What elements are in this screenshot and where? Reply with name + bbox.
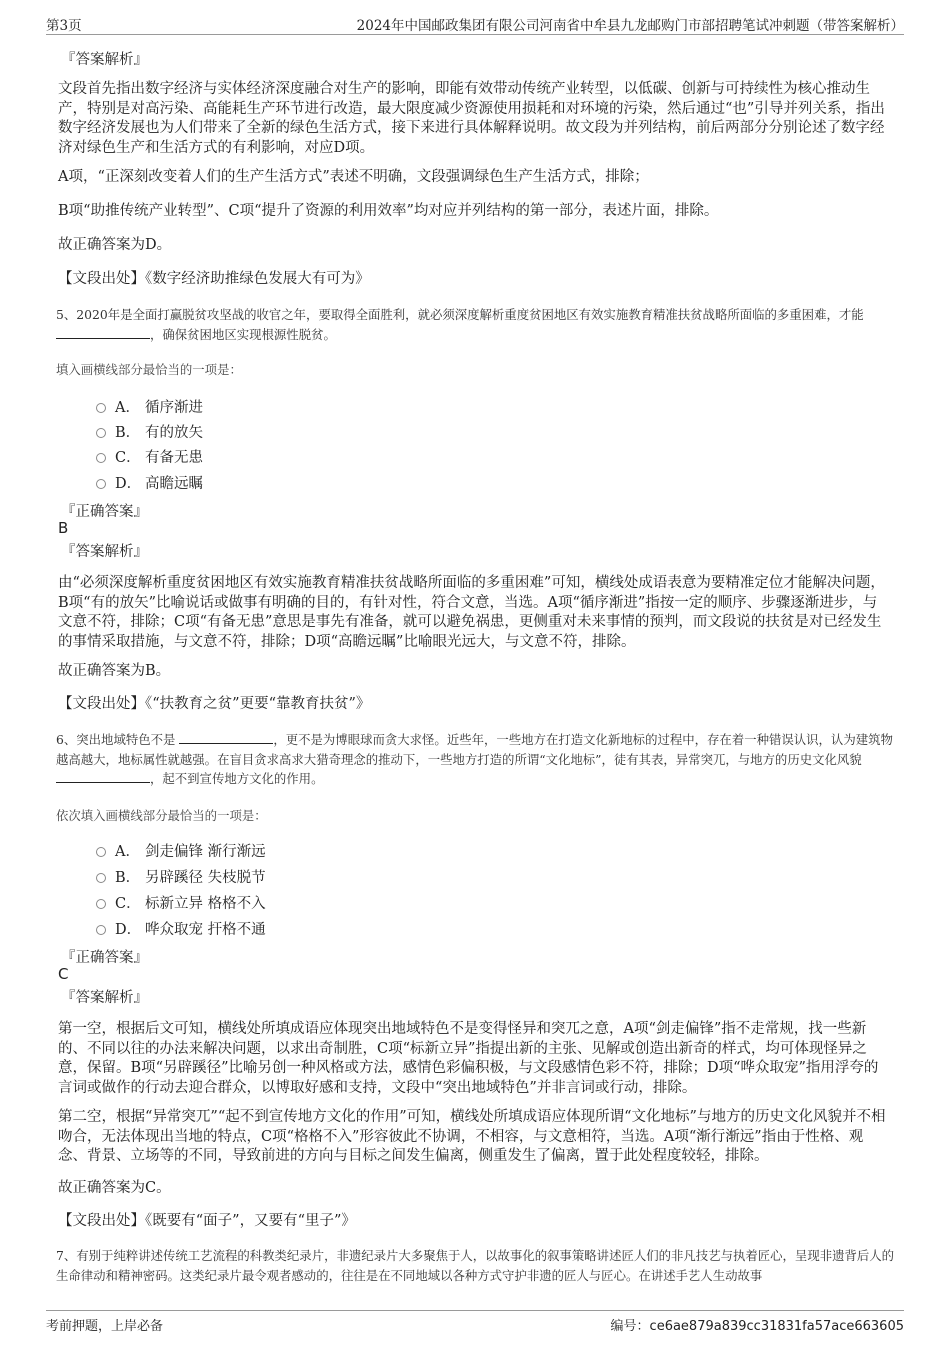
radio-icon[interactable] (96, 925, 106, 935)
q5-source: 【文段出处】《“扶教育之贫”更要“靠教育扶贫”》 (58, 696, 371, 712)
q6-instruction: 依次填入画横线部分最恰当的一项是： (56, 808, 267, 823)
q5-stem-part2: 才能 (838, 307, 864, 322)
q5-correct-label: 『正确答案』 (61, 504, 148, 520)
q5-option-c[interactable] (96, 446, 203, 467)
option-text: 剑走偏锋 渐行渐远 (145, 844, 266, 860)
page-header (46, 14, 904, 35)
q6-option-a[interactable] (96, 840, 266, 861)
option-text: 哗众取宠 扞格不通 (145, 922, 266, 938)
radio-icon[interactable] (96, 479, 106, 489)
q5-analysis-label: 『答案解析』 (61, 544, 148, 560)
q6-stem-part1: 6、突出地域特色不是 (56, 732, 176, 747)
answer-blank[interactable] (179, 731, 273, 744)
q4-analysis-p1: 文段首先指出数字经济与实体经济深度融合对生产的影响，即能有效带动传统产业转型，以低碳、创新与可持续性为核心推动生产，特别是对高污染、高能耗生产环节进行改造，最大限度减少资源使用损耗和对环境的污染，然后通过“也”引导并列关系，指出数字经济发展也为人们带来了全新的绿色生活方式，接下来进行具体解释说明。故文段为并列结构，前后两部分分别论述了数字经济对绿色生产和生活方式的有利影响，对应D项。 (58, 81, 885, 156)
radio-icon[interactable] (96, 403, 106, 413)
option-text: 另辟蹊径 失枝脱节 (145, 870, 266, 886)
q6-source: 【文段出处】《既要有“面子”，又要有“里子”》 (58, 1213, 356, 1229)
q5-analysis-p2: 故正确答案为B。 (58, 663, 171, 679)
q6-analysis-label: 『答案解析』 (61, 990, 148, 1006)
q6-option-b[interactable] (96, 866, 266, 887)
option-key: C． (115, 896, 141, 912)
q7-stem: 7、有别于纯粹讲述传统工艺流程的科教类纪录片，非遗纪录片大多聚焦于人，以故事化的叙事策略讲述匠人们的非凡技艺与执着匠心，呈现非遗背后人的生命律动和精神密码。这类纪录片最令观者感动的，往往是在不同地域以各种方式守护非遗的匠人与匠心。在讲述手艺人生动故事 (56, 1248, 895, 1283)
answer-blank[interactable] (56, 770, 150, 783)
q6-analysis-p2: 第二空，根据“异常突兀”“起不到宣传地方文化的作用”可知，横线处所填成语应体现所谓“文化地标”与地方的历史文化风貌并不相吻合，无法体现出当地的特点，C项“格格不入”形容彼此不协调，不相容，与文意相符，当选。A项“渐行渐远”指由于性格、观念、背景、立场等的不同，导致前进的方向与目标之间发生偏离，侧重发生了偏离，置于此处程度较轻，排除。 (58, 1109, 886, 1164)
radio-icon[interactable] (96, 428, 106, 438)
code-value: ce6ae879a839cc31831fa57ace663605 (649, 1319, 904, 1334)
q5-option-a[interactable] (96, 396, 203, 417)
option-key: B． (115, 425, 141, 441)
q5-instruction: 填入画横线部分最恰当的一项是： (56, 362, 242, 377)
radio-icon[interactable] (96, 453, 106, 463)
q5-stem-part3: ，确保贫困地区实现根源性脱贫。 (150, 326, 336, 342)
q6-analysis-p3: 故正确答案为C。 (58, 1180, 171, 1196)
option-key: C． (115, 450, 141, 466)
answer-blank[interactable] (56, 326, 150, 339)
option-key: B． (115, 870, 141, 886)
q6-correct-label: 『正确答案』 (61, 950, 148, 966)
option-text: 标新立异 格格不入 (145, 896, 266, 912)
option-text: 有备无患 (145, 450, 203, 466)
q4-source: 【文段出处】《数字经济助推绿色发展大有可为》 (58, 271, 370, 287)
q6-stem-part2: ，更不是为博眼球而贪大求怪。近些年，一些地方在打造文化新地标的过程中，存在着一种错误认识，认为建筑物越高越大，地标属性就越强。在盲目贪求高求大猎奇理念的推动下，一些地方打造的所谓“文化地标”，徒有其表，异常突兀，与地方的历史文化风貌 (56, 732, 893, 767)
q4-analysis-label: 『答案解析』 (61, 52, 148, 68)
option-key: D． (115, 922, 142, 938)
option-text: 循序渐进 (145, 400, 203, 416)
q4-analysis-p4: 故正确答案为D。 (58, 237, 172, 253)
document-title: 2024年中国邮政集团有限公司河南省中牟县九龙邮购门市部招聘笔试冲刺题（带答案解析） (356, 18, 904, 34)
radio-icon[interactable] (96, 899, 106, 909)
q4-analysis-p3: B项“助推传统产业转型”、C项“提升了资源的利用效率”均对应并列结构的第一部分，表述片面，排除。 (58, 203, 719, 219)
q4-analysis-p2: A项，“正深刻改变着人们的生产生活方式”表述不明确，文段强调绿色生产生活方式，排除； (58, 169, 649, 185)
option-text: 有的放矢 (145, 425, 203, 441)
q5-option-d[interactable] (96, 472, 203, 493)
q6-option-c[interactable] (96, 892, 266, 913)
q6-stem-part3: ，起不到宣传地方文化的作用。 (150, 771, 324, 786)
option-key: A． (115, 400, 140, 416)
option-key: D． (115, 476, 142, 492)
q5-stem (56, 305, 896, 344)
radio-icon[interactable] (96, 847, 106, 857)
q6-analysis-p1: 第一空，根据后文可知，横线处所填成语应体现突出地域特色不是变得怪异和突兀之意，A项“剑走偏锋”指不走常规，找一些新的、不同以往的办法来解决问题，以求出奇制胜，C项“标新立异”指提出新的主张、见解或创造出新奇的样式，均可体现怪异之意，保留。B项“另辟蹊径”比喻另创一种风格或方法，感情色彩偏积极，与文段感情色彩不符，排除；D项“哗众取宠”指用浮夸的言词或做作的行动去迎合群众，以博取好感和支持，文段中“突出地域特色”并非言词或行动，排除。 (58, 1021, 879, 1096)
radio-icon[interactable] (96, 873, 106, 883)
q5-analysis-p1: 由“必须深度解析重度贫困地区有效实施教育精准扶贫战略所面临的多重困难”可知，横线处成语表意为要精准定位才能解决问题，B项“有的放矢”比喻说话或做事有明确的目的，有针对性，符合文意，当选。A项“循序渐进”指按一定的顺序、步骤逐渐进步，与文意不符，排除；C项“有备无患”意思是事先有准备，就可以避免祸患，更侧重对未来事情的预判，而文段说的扶贫是对已经发生的事情采取措施，与文意不符，排除；D项“高瞻远瞩”比喻眼光远大，与文意不符，排除。 (58, 575, 885, 650)
option-key: A． (115, 844, 140, 860)
q6-stem (56, 730, 896, 789)
footer-code (611, 1315, 904, 1334)
q6-option-d[interactable] (96, 918, 266, 939)
q5-correct-answer: B (58, 519, 69, 537)
page-number: 第3页 (46, 18, 82, 34)
footer-slogan: 考前押题，上岸必备 (46, 1319, 164, 1334)
code-label: 编号： (610, 1319, 650, 1334)
option-text: 高瞻远瞩 (145, 476, 203, 492)
page-footer (46, 1310, 904, 1339)
q6-correct-answer: C (58, 965, 69, 983)
q5-stem-part1: 5、2020年是全面打赢脱贫攻坚战的收官之年，要取得全面胜利，就必须深度解析重度贫困地区有效实施教育精准扶贫战略所面临的多重困难， (56, 307, 839, 322)
q5-option-b[interactable] (96, 421, 203, 442)
